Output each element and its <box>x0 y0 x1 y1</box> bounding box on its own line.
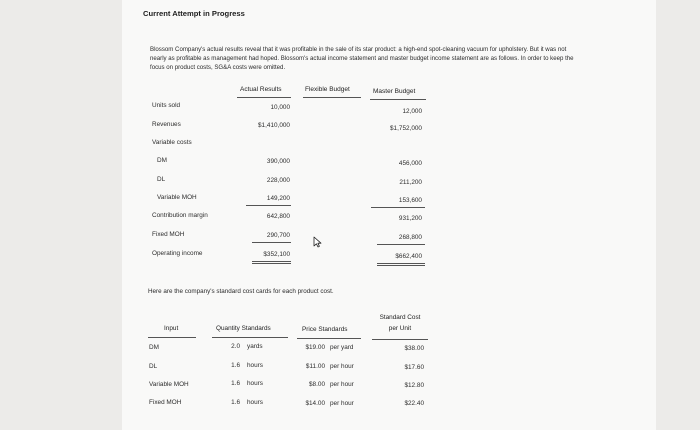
actual-fixed-moh: 290,700 <box>266 232 290 239</box>
row-label-variable-costs: Variable costs <box>152 139 192 146</box>
std-qty-unit-dm: yards <box>247 343 263 350</box>
std-qty-unit-variable-moh: hours <box>247 380 263 387</box>
std-cost-variable-moh: $12.80 <box>404 382 424 389</box>
row-label-dm: DM <box>157 157 167 164</box>
std-qty-variable-moh: 1.6 <box>231 380 240 387</box>
std-header-stdcost-line2: per Unit <box>388 325 412 332</box>
std-price-dl: $11.00 <box>305 363 325 370</box>
master-units-sold: 12,000 <box>402 108 422 115</box>
std-price-variable-moh: $8.00 <box>309 381 325 388</box>
total-underline-actual-2 <box>252 263 291 264</box>
actual-units-sold: 10,000 <box>270 104 290 111</box>
actual-contribution-margin: 642,800 <box>266 213 290 220</box>
std-input-dm: DM <box>149 344 159 351</box>
std-price-unit-variable-moh: per hour <box>330 381 354 388</box>
actual-revenues: $1,410,000 <box>258 122 290 129</box>
std-qty-unit-fixed-moh: hours <box>247 399 263 406</box>
actual-operating-income: $352,100 <box>263 251 290 258</box>
row-label-contribution-margin: Contribution margin <box>152 212 208 219</box>
mouse-pointer-icon <box>313 236 322 248</box>
actual-dl: 228,000 <box>266 177 290 184</box>
master-fixed-moh: 268,800 <box>398 234 422 241</box>
actual-dm: 390,000 <box>266 158 290 165</box>
row-label-fixed-moh: Fixed MOH <box>152 231 185 238</box>
total-underline-master-1 <box>377 263 425 264</box>
std-qty-dm: 2.0 <box>231 343 240 350</box>
master-revenues: $1,752,000 <box>390 125 422 132</box>
std-underline-stdcost <box>372 339 428 340</box>
row-label-operating-income: Operating income <box>152 250 203 257</box>
std-qty-unit-dl: hours <box>247 362 263 369</box>
subtotal-underline-master <box>371 207 425 208</box>
std-qty-dl: 1.6 <box>231 362 240 369</box>
std-header-price: Price Standards <box>302 326 348 333</box>
std-price-unit-dl: per hour <box>330 363 354 370</box>
header-underline-actual <box>237 97 291 98</box>
row-label-units-sold: Units sold <box>152 102 181 109</box>
master-variable-moh: 153,600 <box>398 197 422 204</box>
actual-variable-moh: 149,200 <box>266 195 290 202</box>
std-header-quantity: Quantity Standards <box>216 325 271 332</box>
std-cost-dl: $17.60 <box>404 364 424 371</box>
std-qty-fixed-moh: 1.6 <box>231 399 240 406</box>
total-underline-actual-1 <box>252 261 291 262</box>
std-header-input: Input <box>164 325 179 332</box>
std-header-stdcost-line1: Standard Cost <box>379 314 421 321</box>
standard-cost-intro: Here are the company's standard cost cards for each product cost. <box>148 288 334 295</box>
std-price-unit-dm: per yard <box>330 344 354 351</box>
col-header-master: Master Budget <box>373 88 416 95</box>
row-label-dl: DL <box>157 176 166 183</box>
std-price-unit-fixed-moh: per hour <box>330 400 354 407</box>
master-dm: 456,000 <box>398 160 422 167</box>
page-title: Current Attempt in Progress <box>143 9 245 18</box>
master-operating-income: $662,400 <box>395 253 422 260</box>
master-dl: 211,200 <box>399 179 422 186</box>
std-input-fixed-moh: Fixed MOH <box>149 399 182 406</box>
col-header-actual: Actual Results <box>240 86 282 93</box>
std-underline-quantity <box>212 337 288 338</box>
std-underline-input <box>148 337 196 338</box>
row-label-revenues: Revenues <box>152 121 181 128</box>
total-underline-master-2 <box>377 265 425 266</box>
master-contribution-margin: 931,200 <box>398 215 422 222</box>
std-input-variable-moh: Variable MOH <box>149 381 189 388</box>
fixed-underline-master <box>377 244 425 245</box>
header-underline-master <box>370 99 426 100</box>
problem-intro: Blossom Company's actual results reveal that it was profitable in the sale of its star product: a high-end spot-cleaning vacuum for upholstery. But it was not nearly as profitable as management had hoped. Blossom's actual income statement and master budget income statement are as follows. In order to keep the focus on product costs, SG&A costs were omitted. <box>150 46 574 71</box>
col-header-flexible: Flexible Budget <box>305 86 350 93</box>
std-price-dm: $19.00 <box>305 344 325 351</box>
std-price-fixed-moh: $14.00 <box>305 400 325 407</box>
std-input-dl: DL <box>149 363 158 370</box>
header-underline-flexible <box>303 97 361 98</box>
std-underline-price <box>297 338 361 339</box>
row-label-variable-moh: Variable MOH <box>157 194 197 201</box>
std-cost-dm: $38.00 <box>404 345 424 352</box>
std-cost-fixed-moh: $22.40 <box>404 400 424 407</box>
subtotal-underline-actual <box>246 205 291 206</box>
fixed-underline-actual <box>252 242 291 243</box>
